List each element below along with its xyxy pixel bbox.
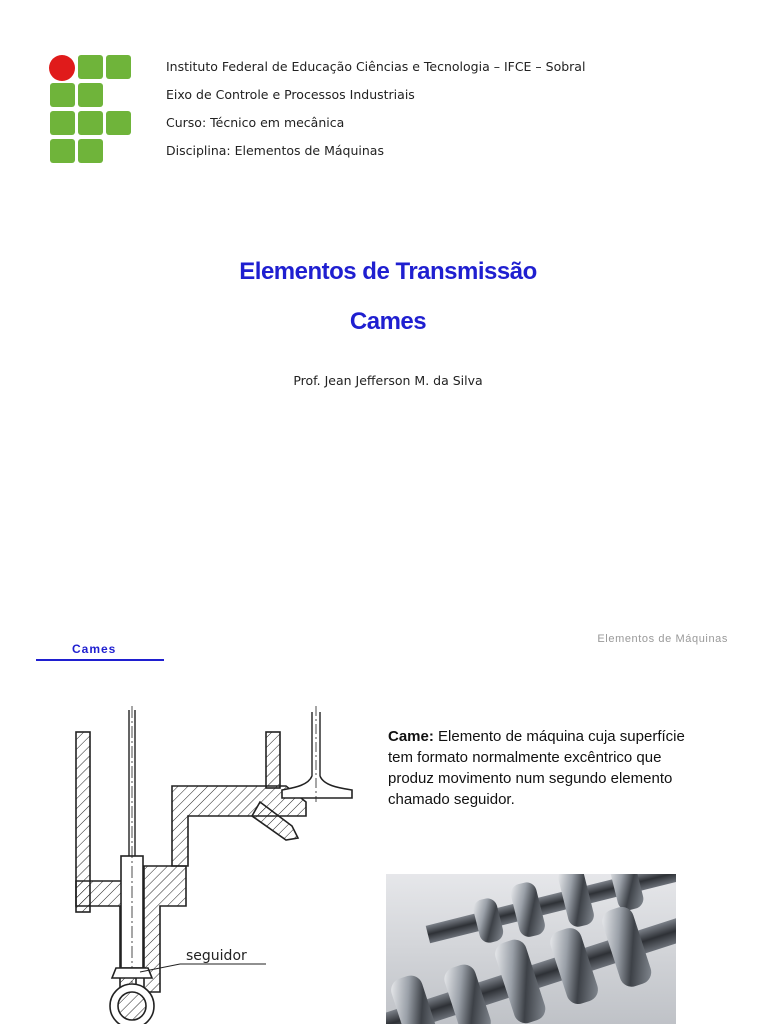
camshaft-photo (386, 874, 676, 1024)
axis-name: Eixo de Controle e Processos Industriais (166, 87, 415, 102)
logo-block (50, 83, 75, 107)
section-label: Cames (72, 642, 117, 656)
logo-block (78, 55, 103, 79)
follower-label: seguidor (186, 948, 247, 964)
institution-name: Instituto Federal de Educação Ciências e Tecnologia – IFCE – Sobral (166, 59, 586, 74)
author-name: Prof. Jean Jefferson M. da Silva (293, 373, 483, 388)
course-name: Curso: Técnico em mecânica (166, 115, 345, 130)
came-definition (388, 726, 708, 810)
main-title: Elementos de Transmissão (239, 258, 537, 285)
logo-red-circle (49, 55, 75, 81)
section-underline (36, 659, 164, 661)
course-tag: Elementos de Máquinas (597, 633, 728, 645)
logo-block (78, 139, 103, 163)
logo-block (78, 111, 103, 135)
definition-text: Elemento de máquina cuja superfície tem formato normalmente excêntrico que produz movimento num segundo elemento chamado seguidor. (388, 728, 685, 808)
sub-title: Cames (349, 308, 427, 335)
cam-follower-drawing (60, 706, 370, 1024)
logo-block (50, 139, 75, 163)
discipline-name: Disciplina: Elementos de Máquinas (166, 143, 384, 158)
header-block (166, 58, 585, 170)
definition-term: Came: (388, 728, 434, 745)
logo-block (106, 55, 131, 79)
ifce-logo (48, 55, 132, 165)
logo-block (50, 111, 75, 135)
logo-block (78, 83, 103, 107)
logo-block (106, 111, 131, 135)
